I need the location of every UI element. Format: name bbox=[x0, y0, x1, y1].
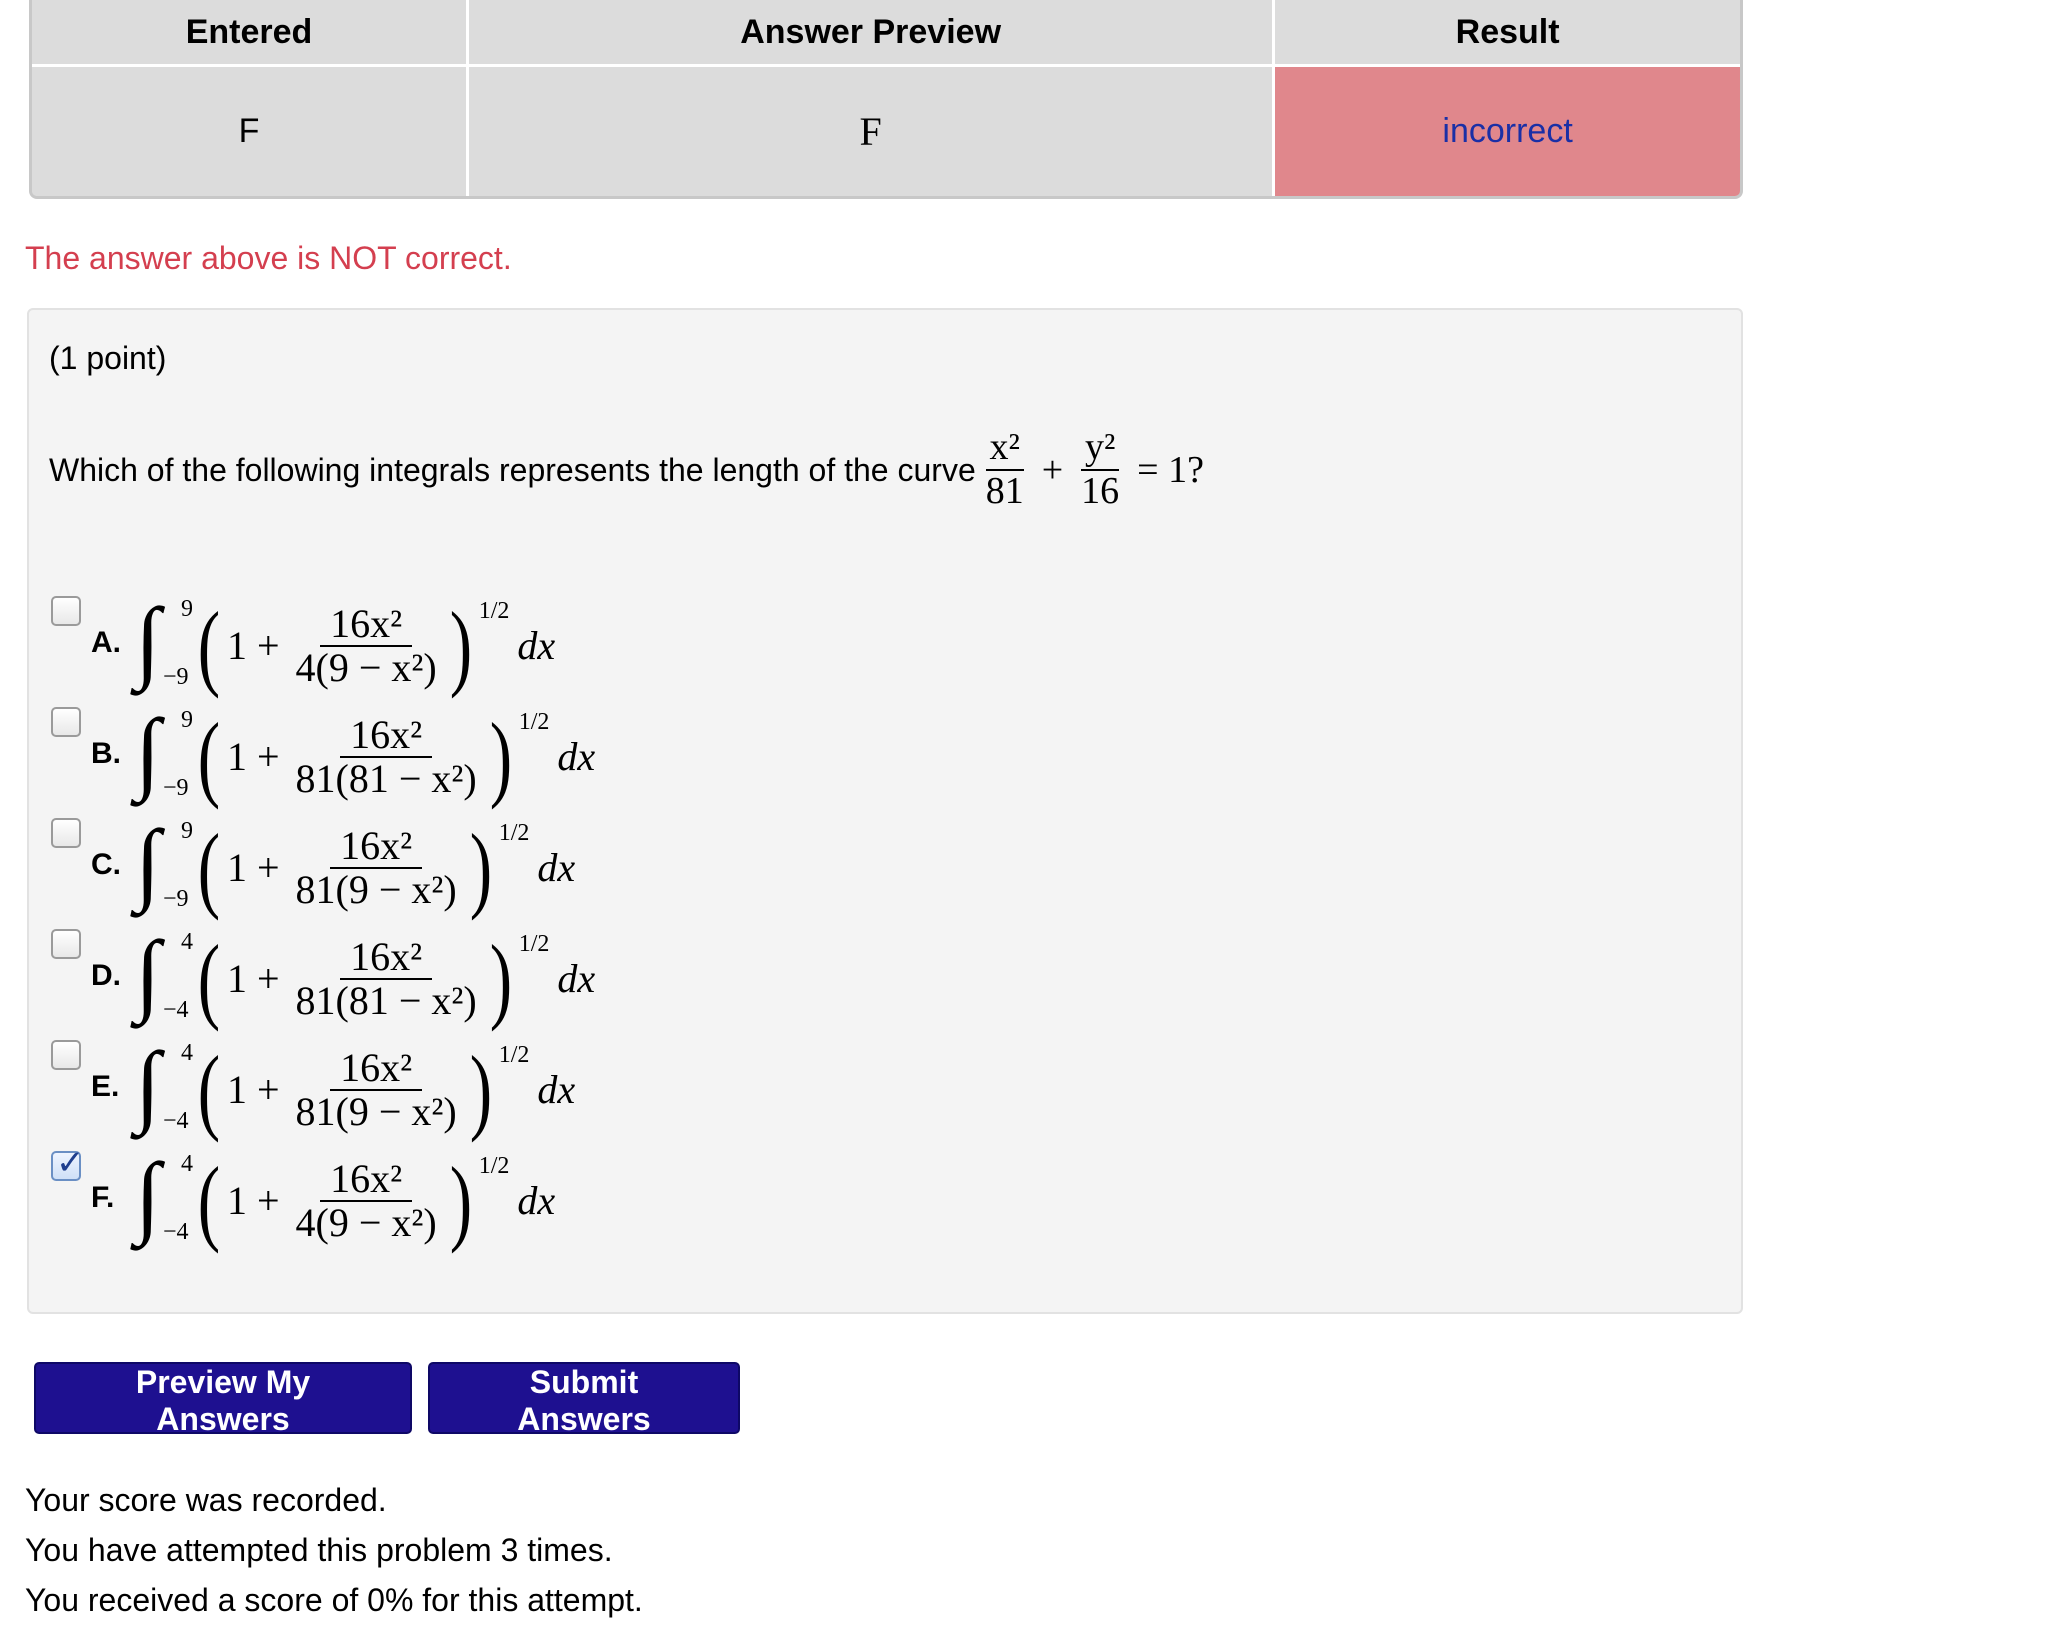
plus-sign: + bbox=[1041, 449, 1064, 491]
question-text bbox=[49, 420, 1212, 520]
lower-bound: −4 bbox=[163, 1219, 189, 1245]
preview-cell: F bbox=[468, 66, 1274, 197]
differential: dx bbox=[557, 956, 596, 1001]
lower-bound: −9 bbox=[163, 886, 189, 912]
fraction-denominator: 81(9 − x²) bbox=[295, 1088, 457, 1134]
fraction-denominator: 4(9 − x²) bbox=[295, 644, 437, 690]
upper-bound: 9 bbox=[181, 596, 193, 622]
upper-bound: 4 bbox=[181, 1151, 193, 1177]
right-paren: ) bbox=[469, 1035, 492, 1143]
lower-bound: −9 bbox=[163, 775, 189, 801]
incorrect-message: The answer above is NOT correct. bbox=[25, 240, 512, 276]
option-letter: E. bbox=[91, 1070, 120, 1103]
answer-options bbox=[51, 590, 951, 1256]
one-plus: 1 + bbox=[226, 1067, 280, 1112]
option-c bbox=[51, 812, 951, 923]
curve-equation bbox=[976, 427, 1212, 513]
right-paren: ) bbox=[449, 591, 472, 699]
integrand-fraction bbox=[292, 711, 481, 801]
one-plus: 1 + bbox=[226, 1178, 280, 1223]
integrand-fraction bbox=[292, 600, 441, 690]
integral-sign-icon: ∫ bbox=[135, 700, 161, 802]
option-f bbox=[51, 1145, 951, 1256]
option-integral bbox=[131, 590, 555, 701]
status-line: You received a score of 0% for this attempt. bbox=[25, 1582, 643, 1618]
one-plus: 1 + bbox=[226, 623, 280, 668]
fraction-denominator: 81(81 − x²) bbox=[295, 755, 477, 801]
fraction-denominator: 81(9 − x²) bbox=[295, 866, 457, 912]
option-letter: C. bbox=[91, 848, 121, 881]
status-messages bbox=[25, 1475, 643, 1625]
question-prompt: Which of the following integrals represents the length of the curve bbox=[49, 451, 976, 488]
option-integral bbox=[131, 701, 595, 812]
preview-answers-button[interactable]: Preview My Answers bbox=[34, 1362, 412, 1434]
one-plus: 1 + bbox=[226, 845, 280, 890]
integral-symbol bbox=[131, 590, 193, 701]
fraction-numerator: x² bbox=[986, 427, 1024, 471]
option-letter: F. bbox=[91, 1181, 115, 1214]
integrand-fraction bbox=[292, 1044, 461, 1134]
problem-box bbox=[27, 308, 1743, 1314]
result-cell: incorrect bbox=[1274, 66, 1740, 197]
fraction-numerator: 16x² bbox=[340, 936, 432, 980]
checkmark-icon: ✓ bbox=[56, 1144, 85, 1182]
fraction-numerator: 16x² bbox=[320, 1158, 412, 1202]
exponent: 1/2 bbox=[518, 931, 550, 957]
header-answer-preview: Answer Preview bbox=[468, 0, 1274, 66]
option-integral bbox=[131, 923, 595, 1034]
fraction-y bbox=[1077, 427, 1123, 513]
integral-symbol bbox=[131, 1034, 193, 1145]
status-line: Your score was recorded. bbox=[25, 1482, 387, 1518]
integrand-fraction bbox=[292, 933, 481, 1023]
right-paren: ) bbox=[489, 702, 512, 810]
differential: dx bbox=[517, 1178, 556, 1223]
option-letter: D. bbox=[91, 959, 121, 992]
option-letter: B. bbox=[91, 737, 121, 770]
fraction-denominator: 81(81 − x²) bbox=[295, 977, 477, 1023]
option-letter: A. bbox=[91, 626, 121, 659]
right-paren: ) bbox=[469, 813, 492, 921]
integrand-fraction bbox=[292, 1155, 441, 1245]
lower-bound: −4 bbox=[163, 1108, 189, 1134]
option-integral bbox=[131, 812, 575, 923]
option-integral bbox=[131, 1034, 575, 1145]
option-checkbox[interactable] bbox=[51, 1144, 85, 1182]
lower-bound: −4 bbox=[163, 997, 189, 1023]
exponent: 1/2 bbox=[478, 1153, 510, 1179]
integral-sign-icon: ∫ bbox=[135, 1033, 161, 1135]
upper-bound: 9 bbox=[181, 818, 193, 844]
exponent: 1/2 bbox=[498, 1042, 530, 1068]
equation-rhs: = 1? bbox=[1137, 449, 1204, 491]
exponent: 1/2 bbox=[518, 709, 550, 735]
results-table bbox=[29, 0, 1743, 199]
differential: dx bbox=[557, 734, 596, 779]
option-checkbox[interactable] bbox=[51, 818, 81, 848]
lower-bound: −9 bbox=[163, 664, 189, 690]
option-checkbox[interactable] bbox=[51, 596, 81, 626]
integral-sign-icon: ∫ bbox=[135, 1144, 161, 1246]
option-integral bbox=[131, 1145, 555, 1256]
left-paren: ( bbox=[197, 924, 221, 1032]
option-d bbox=[51, 923, 951, 1034]
differential: dx bbox=[517, 623, 556, 668]
fraction-numerator: 16x² bbox=[320, 603, 412, 647]
header-entered: Entered bbox=[32, 0, 468, 66]
fraction-denominator: 81 bbox=[985, 470, 1024, 512]
integrand-fraction bbox=[292, 822, 461, 912]
fraction-denominator: 16 bbox=[1081, 470, 1120, 512]
integral-sign-icon: ∫ bbox=[135, 589, 161, 691]
option-b bbox=[51, 701, 951, 812]
left-paren: ( bbox=[197, 1146, 221, 1254]
differential: dx bbox=[537, 845, 576, 890]
upper-bound: 4 bbox=[181, 1040, 193, 1066]
entered-cell: F bbox=[32, 66, 468, 197]
one-plus: 1 + bbox=[226, 956, 280, 1001]
option-checkbox[interactable] bbox=[51, 1040, 81, 1070]
status-line: You have attempted this problem 3 times. bbox=[25, 1532, 613, 1568]
exponent: 1/2 bbox=[498, 820, 530, 846]
fraction-numerator: 16x² bbox=[330, 825, 422, 869]
points-label: (1 point) bbox=[49, 340, 167, 376]
integral-sign-icon: ∫ bbox=[135, 922, 161, 1024]
header-result: Result bbox=[1274, 0, 1740, 66]
integral-symbol bbox=[131, 923, 193, 1034]
right-paren: ) bbox=[449, 1146, 472, 1254]
left-paren: ( bbox=[197, 1035, 221, 1143]
right-paren: ) bbox=[489, 924, 512, 1032]
fraction-numerator: y² bbox=[1081, 427, 1119, 471]
left-paren: ( bbox=[197, 591, 221, 699]
one-plus: 1 + bbox=[226, 734, 280, 779]
upper-bound: 9 bbox=[181, 707, 193, 733]
left-paren: ( bbox=[197, 702, 221, 810]
integral-symbol bbox=[131, 701, 193, 812]
option-checkbox[interactable] bbox=[51, 929, 81, 959]
fraction-denominator: 4(9 − x²) bbox=[295, 1199, 437, 1245]
integral-symbol bbox=[131, 812, 193, 923]
fraction-numerator: 16x² bbox=[340, 714, 432, 758]
fraction-x bbox=[982, 427, 1028, 513]
option-checkbox[interactable] bbox=[51, 707, 81, 737]
integral-sign-icon: ∫ bbox=[135, 811, 161, 913]
integral-symbol bbox=[131, 1145, 193, 1256]
left-paren: ( bbox=[197, 813, 221, 921]
exponent: 1/2 bbox=[478, 598, 510, 624]
differential: dx bbox=[537, 1067, 576, 1112]
submit-answers-button[interactable]: Submit Answers bbox=[428, 1362, 740, 1434]
option-a bbox=[51, 590, 951, 701]
option-e bbox=[51, 1034, 951, 1145]
fraction-numerator: 16x² bbox=[330, 1047, 422, 1091]
upper-bound: 4 bbox=[181, 929, 193, 955]
